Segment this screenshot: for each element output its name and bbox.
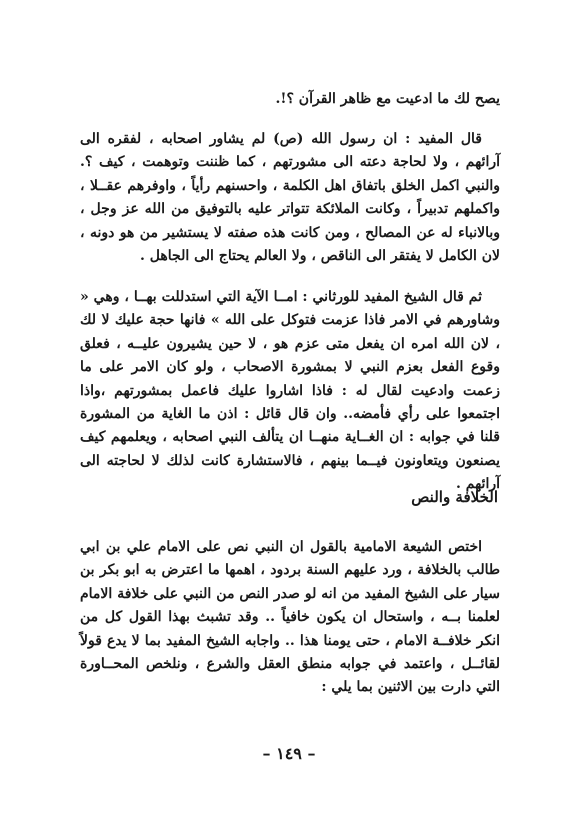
page-number: – ١٤٩ – xyxy=(262,744,316,763)
paragraph-mufid-answer xyxy=(80,128,500,268)
paragraph-text: قال المفيد : ان رسول الله (ص) لم يشاور اصحابه ، لفقره الى آرائهم ، ولا لحاجة دعته الى مشورتهم ، كما ظننت وتوهمت ، كيف ؟. والنبي اكمل الخلق باتفاق اهل الكلمة ، واحسنهم رأياً ، واوفرهم عقــلا ، واكملهم تدبيراً ، وكانت الملائكة تتواتر عليه بالتوفيق من الله عز وجل ، وبالانباء له عن المصالح ، ومن كانت هذه صفته لا يستشير من هو دونه ، لان الكامل لا يفتقر الى الناقص ، ولا العالم يحتاج الى الجاهل . xyxy=(80,131,500,265)
paragraph-intro-question xyxy=(80,88,500,111)
paragraph-text: يصح لك ما ادعيت مع ظاهر القرآن ؟!. xyxy=(275,91,500,107)
section-heading: الخلافة والنص xyxy=(411,488,498,506)
paragraph-verse-discussion xyxy=(80,286,500,497)
paragraph-caliphate-text xyxy=(80,536,500,700)
paragraph-text: اختص الشيعة الامامية بالقول ان النبي نص على الامام علي بن ابي طالب بالخلافة ، ورد عليهم السنة بردود ، اهمها ما اعترض به ابو بكر بن سيار على الشيخ المفيد من انه لو صدر النص من النبي على خلافة الامام لعلمنا بــه ، واستحال ان يكون خافياً .. وقد تشبث بهذا القول كل من انكر خلافــة الامام ، حتى يومنا هذا .. واجابه الشيخ المفيد بما لا يدع قولاً لقائــل ، واعتمد في جوابه منطق العقل والشرع ، ونلخص المحــاورة التي دارت بين الاثنين بما يلي : xyxy=(80,539,500,696)
paragraph-text: ثم قال الشيخ المفيد للورثاني : امــا الآية التي استدللت بهــا ، وهي « وشاورهم في الامر فاذا عزمت فتوكل على الله » فانها حجة عليك لا لك ، لان الله امره ان يفعل متى عزم هو ، لا حين يشيرون عليــه ، فعلق وقوع الفعل بعزم النبي لا بمشورة الاصحاب ، ولو كان الامر على ما زعمت وادعيت لقال له : فاذا اشاروا عليك فاعمل بمشورتهم ،واذا اجتمعوا على رأي فأمضه.. وان قال قائل : اذن ما الغاية من المشورة قلنا في جوابه : ان الغــاية منهــا ان يتألف النبي اصحابه ، ويعلمهم كيف يصنعون ويتعاونون فيــما بينهم ، فالاستشارة كانت لذلك لا لحاجته الى آرائهم . xyxy=(80,289,500,493)
